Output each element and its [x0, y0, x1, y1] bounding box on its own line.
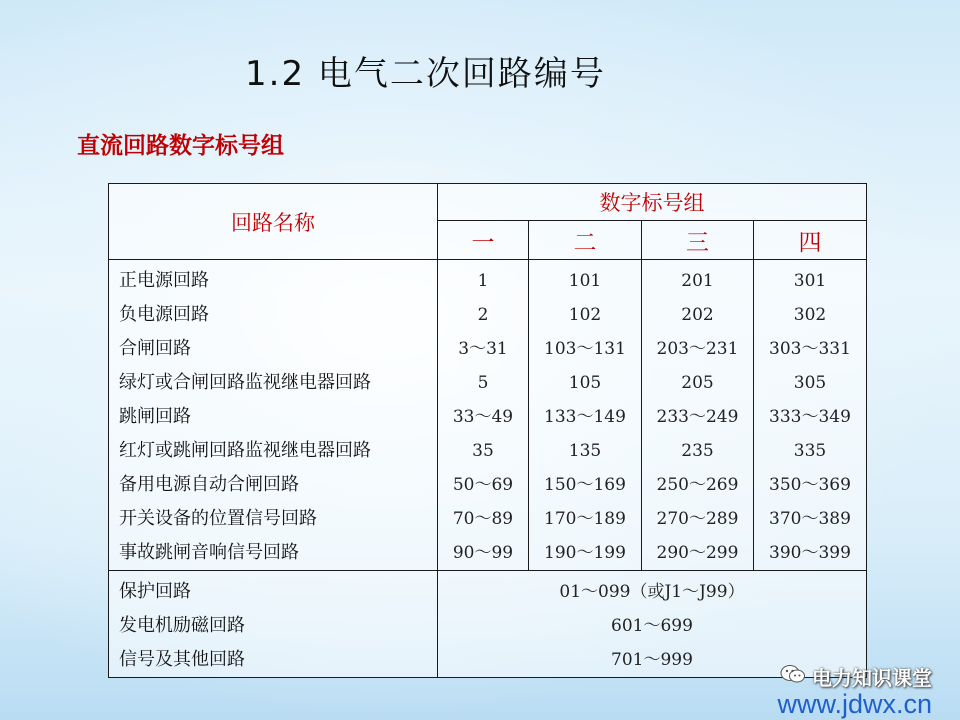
cell-value: 5	[477, 373, 489, 393]
cell-value: 3～31	[458, 339, 508, 359]
cell-value: 302	[793, 305, 827, 325]
cell-value: 133～149	[544, 407, 626, 427]
cell-value: 301	[793, 271, 827, 291]
row-name: 发电机励磁回路	[119, 615, 245, 636]
col-1-values	[438, 260, 529, 571]
cell-value: 235	[681, 441, 714, 461]
row-name: 红灯或跳闸回路监视继电器回路	[119, 440, 371, 461]
cell-value: 335	[793, 441, 827, 461]
cell-value: 250～269	[656, 475, 739, 495]
cell-value: 270～289	[656, 509, 739, 529]
row-name: 正电源回路	[119, 270, 209, 291]
grouped-names-cell	[109, 260, 438, 571]
cell-value: 290～299	[656, 543, 739, 563]
cell-value: 303～331	[769, 339, 851, 359]
wechat-icon	[780, 664, 806, 689]
cell-value: 35	[472, 441, 494, 461]
row-name: 负电源回路	[119, 304, 209, 325]
slide-title: 1.2 电气二次回路编号	[245, 54, 606, 94]
cell-value: 50～69	[452, 475, 514, 495]
cell-value: 201	[681, 271, 714, 291]
cell-value: 190～199	[544, 543, 626, 563]
cell-value: 105	[568, 373, 602, 393]
cell-value: 203～231	[656, 339, 739, 359]
row-name: 开关设备的位置信号回路	[119, 508, 317, 529]
row-name: 合闸回路	[119, 338, 191, 359]
col-2-values	[529, 260, 642, 571]
cell-value: 305	[793, 373, 827, 393]
watermark-brand	[777, 662, 932, 691]
cell-value: 233～249	[656, 407, 739, 427]
watermark-brand-text: 电力知识课堂	[812, 666, 932, 690]
cell-value: 701～999	[611, 650, 693, 670]
row-name: 备用电源自动合闸回路	[119, 474, 299, 495]
cell-value: 33～49	[452, 407, 514, 427]
cell-value: 01～099（或J1～J99）	[559, 582, 745, 602]
header-number-group: 数字标号组	[438, 184, 867, 221]
header-circuit-name: 回路名称	[109, 184, 438, 260]
row-name: 信号及其他回路	[119, 649, 245, 670]
header-col-2: 二	[529, 221, 642, 260]
col-3-values	[642, 260, 754, 571]
table-subtitle: 直流回路数字标号组	[77, 133, 284, 159]
cell-value: 1	[477, 271, 489, 291]
merged-names-cell	[109, 571, 438, 678]
cell-value: 2	[477, 305, 489, 325]
cell-value: 601～699	[611, 616, 693, 636]
cell-value: 103～131	[544, 339, 626, 359]
cell-value: 390～399	[769, 543, 851, 563]
row-name: 绿灯或合闸回路监视继电器回路	[119, 372, 371, 393]
cell-value: 150～169	[544, 475, 626, 495]
cell-value: 170～189	[544, 509, 626, 529]
col-4-values	[754, 260, 867, 571]
cell-value: 70～89	[452, 509, 514, 529]
cell-value: 205	[681, 373, 714, 393]
cell-value: 90～99	[452, 543, 514, 563]
header-col-4: 四	[754, 221, 867, 260]
header-col-3: 三	[642, 221, 754, 260]
header-col-1: 一	[438, 221, 529, 260]
cell-value: 101	[568, 271, 602, 291]
cell-value: 350～369	[769, 475, 851, 495]
watermark	[777, 662, 932, 720]
cell-value: 333～349	[769, 407, 851, 427]
cell-value: 135	[568, 441, 602, 461]
cell-value: 202	[681, 305, 714, 325]
row-name: 保护回路	[119, 581, 191, 602]
cell-value: 102	[568, 305, 602, 325]
cell-value: 370～389	[769, 509, 851, 529]
row-name: 事故跳闸音响信号回路	[119, 542, 299, 563]
watermark-url: www.jdwx.cn	[777, 689, 932, 719]
circuit-number-table	[108, 183, 867, 678]
row-name: 跳闸回路	[119, 406, 191, 427]
